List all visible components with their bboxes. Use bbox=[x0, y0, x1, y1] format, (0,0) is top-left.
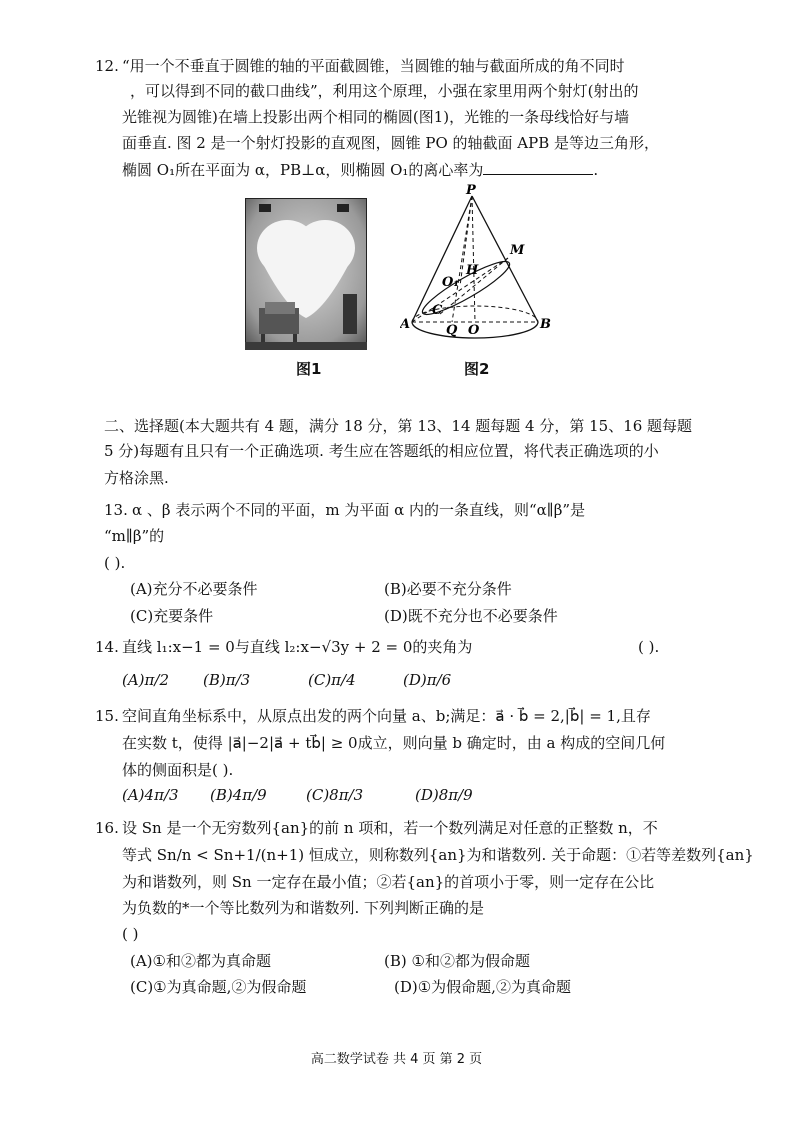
q13-line-3: ( ). bbox=[104, 554, 126, 572]
figure-1-svg bbox=[245, 198, 367, 350]
label-A: A bbox=[400, 317, 411, 332]
q15-option-d[interactable]: (D)8π/9 bbox=[415, 786, 473, 804]
q16-line-3: 为和谐数列，则 Sn 一定存在最小值；②若{an}的首项小于零，则一定存在公比 bbox=[122, 873, 655, 891]
q13-option-c[interactable]: (C)充要条件 bbox=[130, 607, 214, 625]
q12-line-5-text: 椭圆 O₁所在平面为 α，PB⊥α，则椭圆 O₁的离心率为 bbox=[122, 161, 484, 179]
q15-line-2: 在实数 t，使得 |a⃗|−2|a⃗ + tb⃗| ≥ 0成立，则向量 b 确定时，由 a 构成的空间几何 bbox=[122, 734, 666, 752]
page-footer: 高二数学试卷 共 4 页 第 2 页 bbox=[310, 1052, 483, 1067]
q16-number: 16. bbox=[95, 819, 119, 837]
q12-line-3: 光锥视为圆锥)在墙上投影出两个相同的椭圆(图1)，光锥的一条母线恰好与墙 bbox=[122, 108, 630, 126]
q15-option-b[interactable]: (B)4π/9 bbox=[210, 786, 267, 804]
label-M: M bbox=[510, 243, 525, 258]
q13-option-b[interactable]: (B)必要不充分条件 bbox=[384, 580, 512, 598]
figure-2-caption: 图2 bbox=[464, 360, 490, 378]
q16-line-1: 设 Sn 是一个无穷数列{an}的前 n 项和，若一个数列满足对任意的正整数 n，不 bbox=[122, 819, 658, 837]
section-2-line-1: 二、选择题(本大题共有 4 题，满分 18 分，第 13、14 题每题 4 分，第 15、16 题每题 bbox=[104, 417, 693, 435]
figure-1-caption: 图1 bbox=[296, 360, 322, 378]
label-C: C bbox=[432, 303, 443, 318]
q15-number: 15. bbox=[95, 707, 119, 725]
label-H: H bbox=[466, 263, 479, 278]
figure-1-photo bbox=[245, 198, 367, 350]
q14-option-a[interactable]: (A)π/2 bbox=[122, 671, 169, 689]
q12-line-5 bbox=[122, 160, 598, 180]
q15-option-c[interactable]: (C)8π/3 bbox=[306, 786, 364, 804]
q16-option-d[interactable]: (D)①为假命题,②为真命题 bbox=[394, 978, 571, 996]
label-B: B bbox=[540, 317, 551, 332]
q16-option-c[interactable]: (C)①为真命题,②为假命题 bbox=[130, 978, 307, 996]
q13-line-2: “m∥β”的 bbox=[104, 527, 165, 545]
q12-line-4: 面垂直. 图 2 是一个射灯投影的直观图，圆锥 PO 的轴截面 APB 是等边三角形， bbox=[122, 134, 660, 152]
q13-option-d[interactable]: (D)既不充分也不必要条件 bbox=[384, 607, 558, 625]
q14-option-d[interactable]: (D)π/6 bbox=[403, 671, 452, 689]
label-Q: Q bbox=[446, 323, 458, 338]
q16-option-b[interactable]: (B) ①和②都为假命题 bbox=[384, 952, 530, 970]
section-2-line-2: 5 分)每题有且只有一个正确选项. 考生应在答题纸的相应位置，将代表正确选项的小 bbox=[104, 442, 659, 460]
figure-2-diagram bbox=[400, 182, 560, 352]
q13-line-1: α 、β 表示两个不同的平面，m 为平面 α 内的一条直线，则“α∥β”是 bbox=[132, 501, 586, 519]
q15-line-1: 空间直角坐标系中，从原点出发的两个向量 a、b;满足：a⃗ · b⃗ = 2,|b⃗| = 1,且存 bbox=[122, 707, 651, 725]
label-O: O bbox=[468, 323, 480, 338]
q12-number: 12. bbox=[95, 57, 119, 75]
q14-paren: ( ). bbox=[638, 638, 660, 656]
q13-option-a[interactable]: (A)充分不必要条件 bbox=[130, 580, 258, 598]
q13-number: 13. bbox=[104, 501, 128, 519]
q14-option-b[interactable]: (B)π/3 bbox=[203, 671, 251, 689]
q14-stem: 直线 l₁:x−1 = 0与直线 l₂:x−√3y + 2 = 0的夹角为 bbox=[122, 638, 473, 656]
q14-number: 14. bbox=[95, 638, 119, 656]
q16-line-4: 为负数的*一个等比数列为和谐数列. 下列判断正确的是 bbox=[122, 899, 485, 917]
q16-line-5: ( ) bbox=[122, 925, 139, 943]
q15-line-3: 体的侧面积是( ). bbox=[122, 761, 234, 779]
q16-option-a[interactable]: (A)①和②都为真命题 bbox=[130, 952, 271, 970]
section-2-line-3: 方格涂黑. bbox=[104, 469, 169, 487]
q12-tail: . bbox=[593, 161, 599, 179]
q12-line-1: “用一个不垂直于圆锥的轴的平面截圆锥，当圆锥的轴与截面所成的角不同时 bbox=[122, 57, 625, 75]
label-P: P bbox=[466, 183, 476, 198]
label-O1: O₁ bbox=[442, 275, 460, 290]
q16-line-2: 等式 Sn/n < Sn+1/(n+1) 恒成立，则称数列{an}为和谐数列. 关于命题：①若等差数列{an} bbox=[122, 846, 754, 864]
q14-option-c[interactable]: (C)π/4 bbox=[308, 671, 356, 689]
q12-line-2: ，可以得到不同的截口曲线”，利用这个原理，小强在家里用两个射灯(射出的 bbox=[130, 82, 639, 100]
answer-blank[interactable] bbox=[483, 160, 593, 175]
figure-2-svg bbox=[400, 182, 560, 352]
q15-option-a[interactable]: (A)4π/3 bbox=[122, 786, 179, 804]
